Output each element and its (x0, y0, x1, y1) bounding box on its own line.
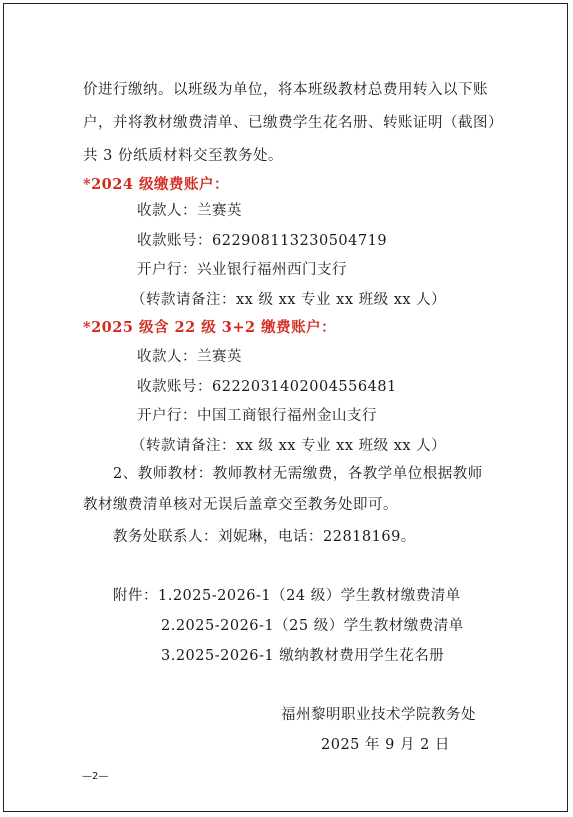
body-line: 共 3 份纸质材料交至教务处。 (83, 148, 283, 164)
account-2024-number: 收款账号：622908113230504719 (137, 233, 388, 249)
teacher-materials-line: 教材缴费清单核对无误后盖章交至教务处即可。 (83, 497, 398, 513)
issue-date: 2025 年 9 月 2 日 (321, 737, 450, 753)
account-2024-note: （转款请备注：xx 级 xx 专业 xx 班级 xx 人） (131, 292, 447, 308)
attachment-item-2: 2.2025-2026-1（25 级）学生教材缴费清单 (161, 618, 464, 634)
account-2024-heading: *2024 级缴费账户： (83, 176, 229, 193)
issuing-organization: 福州黎明职业技术学院教务处 (281, 707, 476, 723)
page-number: —2— (82, 771, 109, 782)
account-2025-number: 收款账号：6222031402004556481 (137, 379, 397, 395)
account-2025-heading: *2025 级含 22 级 3+2 缴费账户： (83, 319, 337, 336)
attachment-item-1: 附件：1.2025-2026-1（24 级）学生教材缴费清单 (113, 588, 461, 604)
account-2025-payee: 收款人：兰赛英 (137, 349, 242, 365)
contact-line: 教务处联系人：刘妮琳，电话：22818169。 (113, 529, 416, 545)
account-2024-payee: 收款人：兰赛英 (137, 203, 242, 219)
attachment-item-3: 3.2025-2026-1 缴纳教材费用学生花名册 (161, 648, 445, 664)
body-line: 户，并将教材缴费清单、已缴费学生花名册、转账证明（截图） (83, 115, 503, 131)
account-2025-note: （转款请备注：xx 级 xx 专业 xx 班级 xx 人） (131, 438, 447, 454)
body-line: 价进行缴纳。以班级为单位，将本班级教材总费用转入以下账 (83, 82, 488, 98)
account-2025-bank: 开户行：中国工商银行福州金山支行 (137, 408, 377, 424)
teacher-materials-line: 2、教师教材：教师教材无需缴费，各教学单位根据教师 (113, 466, 483, 482)
account-2024-bank: 开户行：兴业银行福州西门支行 (137, 262, 347, 278)
